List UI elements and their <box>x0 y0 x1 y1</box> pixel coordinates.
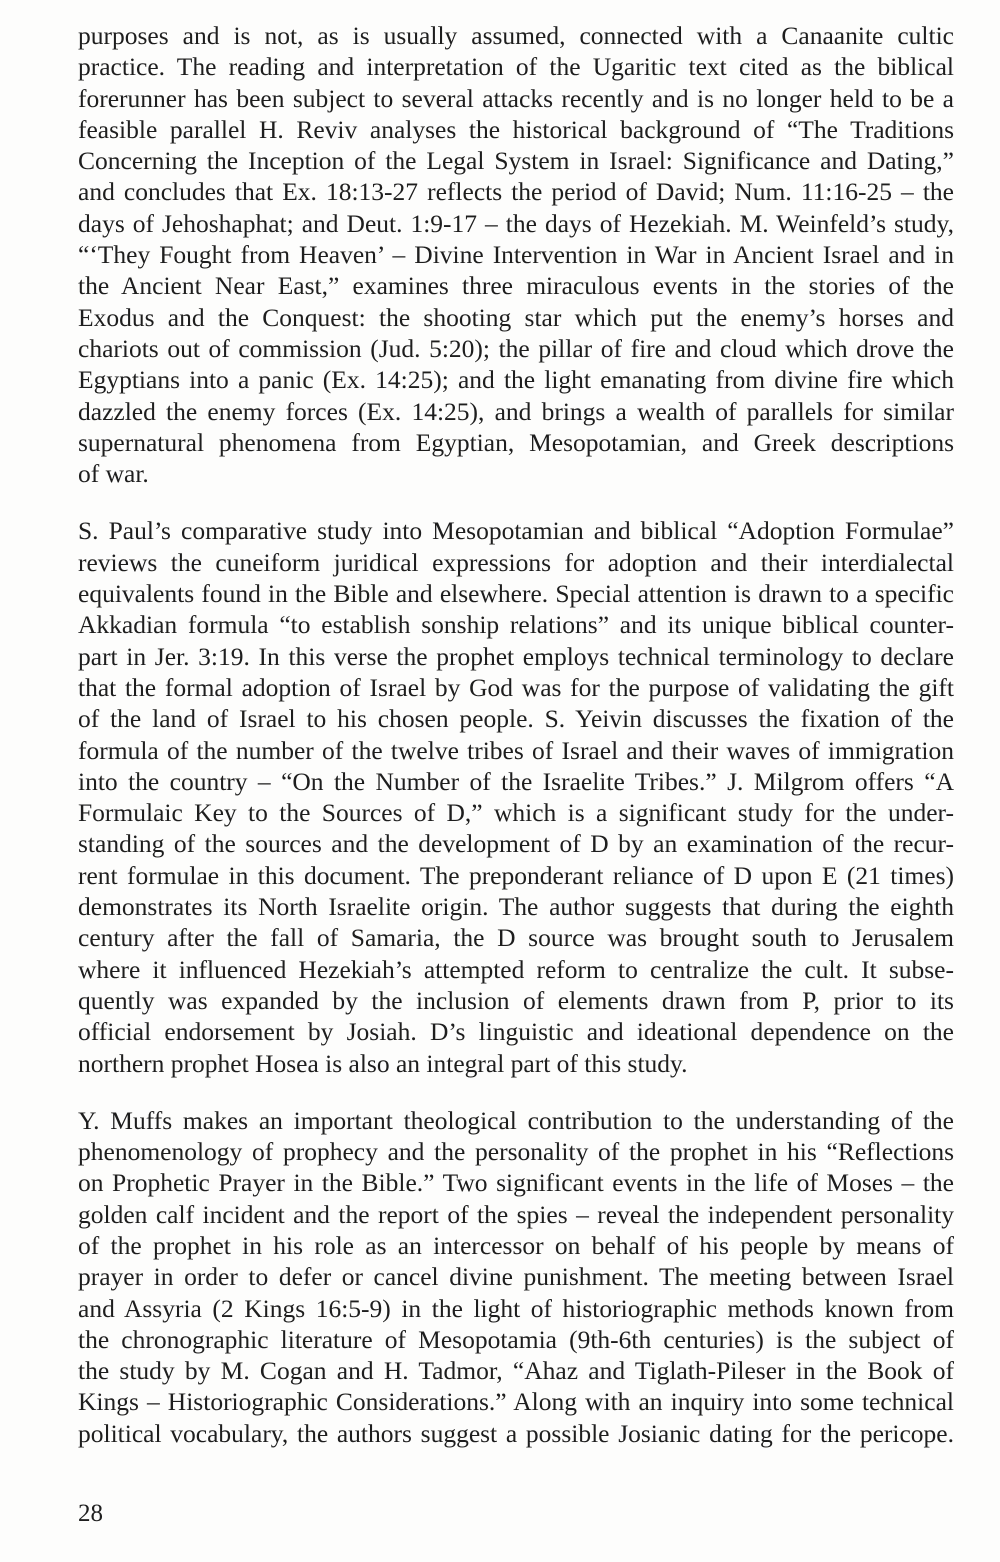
text-line: of war. <box>78 459 149 489</box>
paragraph-2 <box>78 515 954 1078</box>
text-line: Exodus and the Conquest: the shooting star which put the enemy’s horses and <box>78 302 954 332</box>
text-line: equivalents found in the Bible and elsewhere. Special attention is drawn to a specific <box>78 579 954 609</box>
text-line: into the country – “On the Number of the Israelite Tribes.” J. Milgrom offers “A <box>78 766 954 796</box>
text-line: days of Jehoshaphat; and Deut. 1:9-17 – the days of Hezekiah. M. Weinfeld’s study, <box>78 208 954 238</box>
text-line: purposes and is not, as is usually assumed, connected with a Canaanite cultic <box>78 21 954 50</box>
text-line: Akkadian formula “to establish sonship relations” and its unique biblical counter- <box>78 610 954 640</box>
text-line: part in Jer. 3:19. In this verse the prophet employs technical terminology to declare <box>78 641 954 671</box>
text-column <box>78 20 954 1475</box>
text-line: reviews the cuneiform juridical expressions for adoption and their interdialectal <box>78 547 954 577</box>
text-line: standing of the sources and the development of D by an examination of the recur- <box>78 829 954 859</box>
text-line: on Prophetic Prayer in the Bible.” Two significant events in the life of Moses – the <box>78 1168 954 1198</box>
text-line: supernatural phenomena from Egyptian, Mesopotamian, and Greek descriptions <box>78 427 954 457</box>
text-line: prayer in order to defer or cancel divine punishment. The meeting between Israel <box>78 1262 954 1292</box>
text-line: the Ancient Near East,” examines three miraculous events in the stories of the <box>78 271 954 301</box>
text-line: northern prophet Hosea is also an integral part of this study. <box>78 1048 688 1078</box>
paragraph-1 <box>78 20 954 489</box>
text-line: that the formal adoption of Israel by God was for the purpose of validating the gift <box>78 672 954 702</box>
text-line: “‘They Fought from Heaven’ – Divine Intervention in War in Ancient Israel and in <box>78 240 954 270</box>
text-line: Concerning the Inception of the Legal System in Israel: Significance and Dating,” <box>78 146 954 176</box>
text-line: phenomenology of prophecy and the personality of the prophet in his “Reflections <box>78 1137 954 1167</box>
text-line: chariots out of commission (Jud. 5:20); the pillar of fire and cloud which drove the <box>78 333 954 363</box>
text-line: Formulaic Key to the Sources of D,” which is a significant study for the under- <box>78 798 954 828</box>
text-line: the chronographic literature of Mesopotamia (9th-6th centuries) is the subject of <box>78 1324 954 1354</box>
text-line: century after the fall of Samaria, the D source was brought south to Jerusalem <box>78 923 954 953</box>
text-line: where it influenced Hezekiah’s attempted reform to centralize the cult. It subse- <box>78 954 954 984</box>
text-line: feasible parallel H. Reviv analyses the historical background of “The Traditions <box>78 114 954 144</box>
text-line: Kings – Historiographic Considerations.” Along with an inquiry into some technical <box>78 1387 954 1417</box>
text-line: forerunner has been subject to several attacks recently and is no longer held to be a <box>78 83 954 113</box>
text-line: of the prophet in his role as an intercessor on behalf of his people by means of <box>78 1230 954 1260</box>
text-line: practice. The reading and interpretation of the Ugaritic text cited as the biblical <box>78 52 954 82</box>
text-line: official endorsement by Josiah. D’s linguistic and ideational dependence on the <box>78 1017 954 1047</box>
text-line: and concludes that Ex. 18:13-27 reflects the period of David; Num. 11:16-25 – the <box>78 177 954 207</box>
text-line: the study by M. Cogan and H. Tadmor, “Ahaz and Tiglath-Pileser in the Book of <box>78 1356 954 1386</box>
text-line: formula of the number of the twelve tribes of Israel and their waves of immigration <box>78 735 954 765</box>
page-number: 28 <box>78 1500 103 1527</box>
text-line: Y. Muffs makes an important theological contribution to the understanding of the <box>78 1105 954 1135</box>
text-line: of the land of Israel to his chosen people. S. Yeivin discusses the fixation of the <box>78 704 954 734</box>
text-line: dazzled the enemy forces (Ex. 14:25), and brings a wealth of parallels for similar <box>78 396 954 426</box>
text-line: S. Paul’s comparative study into Mesopotamian and biblical “Adoption Formulae” <box>78 516 954 546</box>
paragraph-3 <box>78 1105 954 1449</box>
text-line: demonstrates its North Israelite origin. The author suggests that during the eighth <box>78 892 954 922</box>
text-line: Egyptians into a panic (Ex. 14:25); and the light emanating from divine fire which <box>78 365 954 395</box>
text-line: quently was expanded by the inclusion of elements drawn from P, prior to its <box>78 985 954 1015</box>
text-line: political vocabulary, the authors suggest a possible Josianic dating for the pericope. <box>78 1418 954 1448</box>
text-line: golden calf incident and the report of the spies – reveal the independent personality <box>78 1199 954 1229</box>
text-line: and Assyria (2 Kings 16:5-9) in the light of historiographic methods known from <box>78 1293 954 1323</box>
text-line: rent formulae in this document. The preponderant reliance of D upon E (21 times) <box>78 860 954 890</box>
